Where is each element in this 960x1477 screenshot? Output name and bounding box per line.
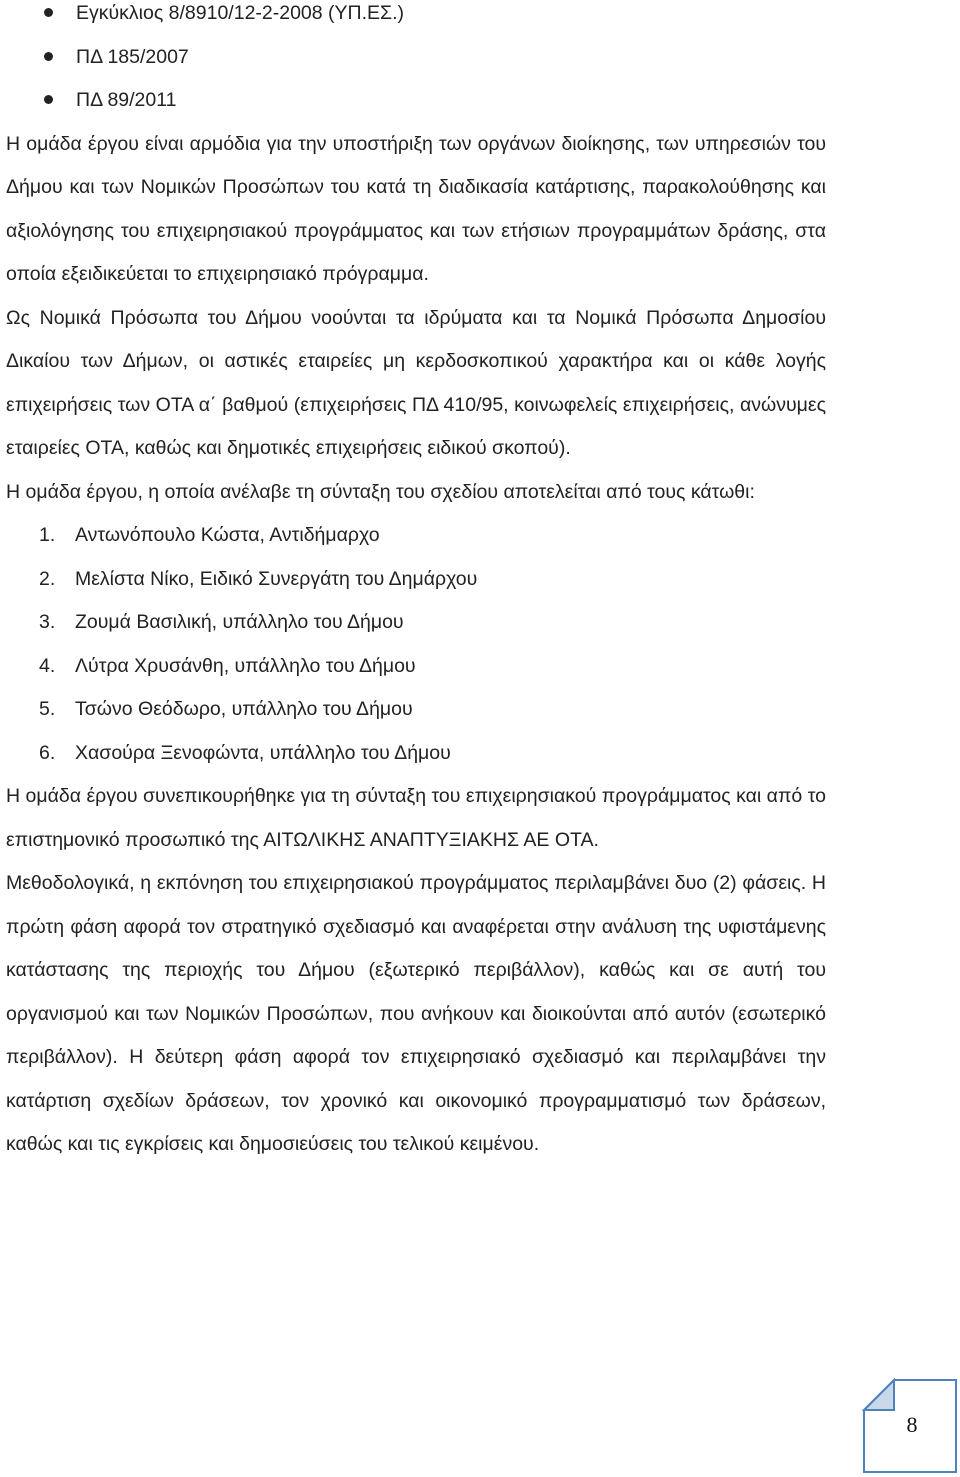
methodology-paragraph: Μεθοδολογικά, η εκπόνηση του επιχειρησιακού προγράμματος περιλαμβάνει δυο (2) φάσεις. Η πρώτη φάση αφορά τον στρατηγικό σχεδιασμό και αναφέρεται στην ανάλυση της υφιστάμενης κατάστασης της περιοχής του Δήμου (εξωτερικό περιβάλλον), καθώς και σε αυτή του οργανισμού και των Νομικών Προσώπων, που ανήκουν και διοικούνται από αυτόν (εσωτερικό περιβάλλον). Η δεύτερη φάση αφορά τον επιχειρησιακό σχεδιασμό και περιλαμβάνει την κατάρτιση σχεδίων δράσεων, τον χρονικό και οικονομικό προγραμματισμό των δράσεων, καθώς και τις εγκρίσεις και δημοσιεύσεις του τελικού κειμένου.: [6, 872, 826, 1155]
member-name: Ζουμά Βασιλική, υπάλληλο του Δήμου: [75, 611, 404, 633]
list-item: [6, 558, 826, 602]
team-members-list: [6, 514, 826, 775]
legal-entities-paragraph: Ως Νομικά Πρόσωπα του Δήμου νοούνται τα ιδρύματα και τα Νομικά Πρόσωπα Δημοσίου Δικαίου των Δήμων, οι αστικές εταιρείες μη κερδοσκοπικού χαρακτήρα και οι κάθε λογής επιχειρήσεις των ΟΤΑ α΄ βαθμού (επιχειρήσεις ΠΔ 410/95, κοινωφελείς επιχειρήσεις, ανώνυμες εταιρείες ΟΤΑ, καθώς και δημοτικές επιχειρήσεις ειδικού σκοπού).: [6, 306, 826, 459]
member-number: 1.: [39, 524, 56, 546]
member-name: Τσώνο Θεόδωρο, υπάλληλο του Δήμου: [75, 698, 413, 720]
list-item: [6, 79, 826, 123]
member-number: 6.: [39, 741, 56, 764]
bullet-icon: [44, 52, 53, 61]
member-name: Χασούρα Ξενοφώντα, υπάλληλο του Δήμου: [75, 741, 451, 764]
legislation-list: [6, 0, 826, 123]
member-name: Λύτρα Χρυσάνθη, υπάλληλο του Δήμου: [75, 654, 416, 677]
bullet-icon: [44, 8, 53, 17]
member-name: Αντωνόπουλο Κώστα, Αντιδήμαρχο: [75, 524, 380, 546]
list-item: [6, 645, 826, 689]
page-number-box: [862, 1378, 958, 1474]
member-name: Μελίστα Νίκο, Ειδικό Συνεργάτη του Δημάρχου: [75, 567, 478, 590]
support-paragraph: Η ομάδα έργου συνεπικουρήθηκε για τη σύνταξη του επιχειρησιακού προγράμματος και από το επιστημονικό προσωπικό της ΑΙΤΩΛΙΚΗΣ ΑΝΑΠΤΥΞΙΑΚΗΣ ΑΕ ΟΤΑ.: [6, 785, 826, 851]
legislation-item: ΠΔ 185/2007: [76, 45, 189, 68]
legislation-item: Εγκύκλιος 8/8910/12-2-2008 (ΥΠ.ΕΣ.): [76, 2, 405, 24]
list-item: [6, 514, 826, 558]
member-number: 4.: [39, 654, 56, 677]
member-number: 5.: [39, 698, 56, 720]
legislation-item: ΠΔ 89/2011: [76, 89, 177, 111]
list-item: [6, 36, 826, 80]
document-body: [6, 0, 826, 1167]
page-number: 8: [906, 1412, 918, 1437]
list-item: [6, 0, 826, 36]
team-intro-paragraph: Η ομάδα έργου, η οποία ανέλαβε τη σύνταξη του σχεδίου αποτελείται από τους κάτωθι:: [6, 480, 755, 503]
list-item: [6, 688, 826, 732]
list-item: [6, 601, 826, 645]
list-item: [6, 732, 826, 776]
member-number: 2.: [39, 567, 56, 590]
bullet-icon: [44, 95, 53, 104]
team-responsibility-paragraph: Η ομάδα έργου είναι αρμόδια για την υποστήριξη των οργάνων διοίκησης, των υπηρεσιών του Δήμου και των Νομικών Προσώπων του κατά τη διαδικασία κατάρτισης, παρακολούθησης και αξιολόγησης του επιχειρησιακού προγράμματος και των ετήσιων προγραμμάτων δράσης, στα οποία εξειδικεύεται το επιχειρησιακό πρόγραμμα.: [6, 132, 826, 285]
member-number: 3.: [39, 611, 56, 633]
